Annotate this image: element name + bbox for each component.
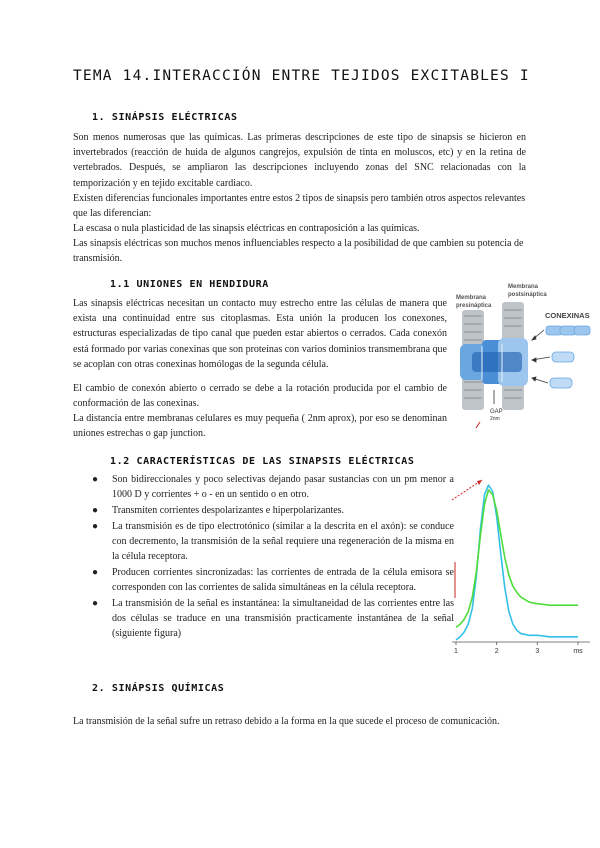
label-gap-size: 2nm — [490, 416, 500, 422]
list-item: ● La transmisión es de tipo electrotónico (similar a la descrita en el axón): se conduce con decremento, la transmisión de la señal requiere una regeneración de la misma en la célula receptora. — [92, 520, 454, 563]
connexon-channel — [460, 338, 528, 386]
list-item: ● Transmiten corrientes despolarizantes e hiperpolarizantes. — [92, 503, 454, 518]
subsection-1-1-heading: 1.1 UNIONES EN HENDIDURA — [110, 279, 269, 290]
list-item: ● Son bidireccionales y poco selectivas dejando pasar sustancias con un pm menor a 1000 D y corrientes + o - en un sentido o en otro. — [92, 474, 454, 501]
red-arrowhead — [477, 480, 482, 485]
x-tick-label: 3 — [535, 648, 540, 655]
red-annotation-mark — [476, 422, 480, 428]
subsection-1-1-paragraph-2: El cambio de conexón abierto o cerrado se debe a la rotación producida por el cambio de conformación de las conexinas. — [73, 383, 447, 410]
section-1-paragraph-3: La escasa o nula plasticidad de las sinapsis eléctricas en contraposición a las químicas. — [73, 223, 420, 234]
section-1-paragraph-4: Las sinapsis eléctricas son muchos menos influenciables respecto a la posibilidad de que cambien su potencia de transmisión. — [73, 238, 524, 265]
series-line-0 — [456, 485, 578, 640]
section-1-paragraph-2: Existen diferencias funcionales importantes entre estos 2 tipos de sinapsis pero también otros aspectos relevantes que las diferencian: — [73, 193, 526, 220]
series-line-1 — [456, 490, 578, 628]
red-dashed-pointer — [452, 480, 482, 500]
page-title: TEMA 14.INTERACCIÓN ENTRE TEJIDOS EXCITABLES I — [73, 68, 530, 84]
x-tick-label: 1 — [454, 648, 458, 655]
gap-junction-figure — [452, 282, 600, 432]
section-2-paragraph-1: La transmisión de la señal sufre un retraso debido a la forma en la que sucede el proceso de comunicación. — [73, 716, 500, 727]
label-membrana-post-line1: Membrana — [508, 284, 539, 290]
label-membrana-post-line2: postsináptica — [508, 292, 547, 298]
signal-chart — [446, 472, 596, 656]
bullet-icon: ● — [92, 566, 99, 578]
subsection-1-1-paragraph-1: Las sinapsis eléctricas necesitan un contacto muy estrecho entre las células de manera que exista una continuidad entre sus citoplasmas. Esta unión la producen los conexones, estructuras especializadas de tipo canal que pueden estar abiertos o cerrados. Cada conexón está formado por varias conexinas que son proteínas con varios dominios transmembrana que se acoplan con otras conexinas homólogas de la segunda célula. — [73, 298, 447, 370]
characteristics-list — [92, 472, 454, 642]
list-item: ● Producen corrientes sincronizadas: las corrientes de entrada de la célula emisora se corresponden con las corrientes de salida simultáneas en la célula receptora. — [92, 566, 454, 593]
subsection-1-2-heading: 1.2 CARACTERÍSTICAS DE LAS SINAPSIS ELÉCTRICAS — [110, 456, 415, 467]
section-1-heading: 1. SINÁPSIS ELÉCTRICAS — [92, 112, 238, 123]
x-tick-label: ms — [573, 648, 583, 655]
bullet-icon: ● — [92, 520, 99, 532]
list-item: ● La transmisión de la señal es instantánea: la simultaneidad de las corrientes entre las dos células se traduce en una transmisión practicamente instantánea de la señal (siguiente figura) — [92, 597, 454, 640]
gap-junction-diagram — [452, 282, 600, 432]
section-1-paragraph-1: Son menos numerosas que las químicas. Las primeras descripciones de este tipo de sinapsis se hicieron en invertebrados (reacción de huida de algunos cangrejos, expulsión de tinta en moluscos, etc) y en la retina de vertebrados. Después, se ampliaron las descripciones incluyendo zonas del SNC relacionadas con la temporización y en tejido excitable cardiaco. — [73, 132, 526, 189]
subsection-1-1-paragraph-3: La distancia entre membranas celulares es muy pequeña ( 2nm aprox), por eso se denominan uniones estrechas o gap junction. — [73, 413, 447, 440]
signal-chart-svg — [446, 472, 596, 656]
bullet-icon: ● — [92, 504, 99, 516]
bullet-icon: ● — [92, 474, 99, 485]
label-membrana-pre-line2: presináptica — [456, 303, 492, 309]
label-membrana-pre-line1: Membrana — [456, 295, 487, 301]
bullet-icon: ● — [92, 597, 99, 609]
label-conexinas: CONEXINAS — [545, 311, 590, 320]
section-2-heading: 2. SINÁPSIS QUÍMICAS — [92, 683, 225, 694]
label-gap: GAP — [490, 409, 503, 415]
conexina-units — [546, 326, 590, 388]
x-tick-label: 2 — [494, 648, 499, 655]
